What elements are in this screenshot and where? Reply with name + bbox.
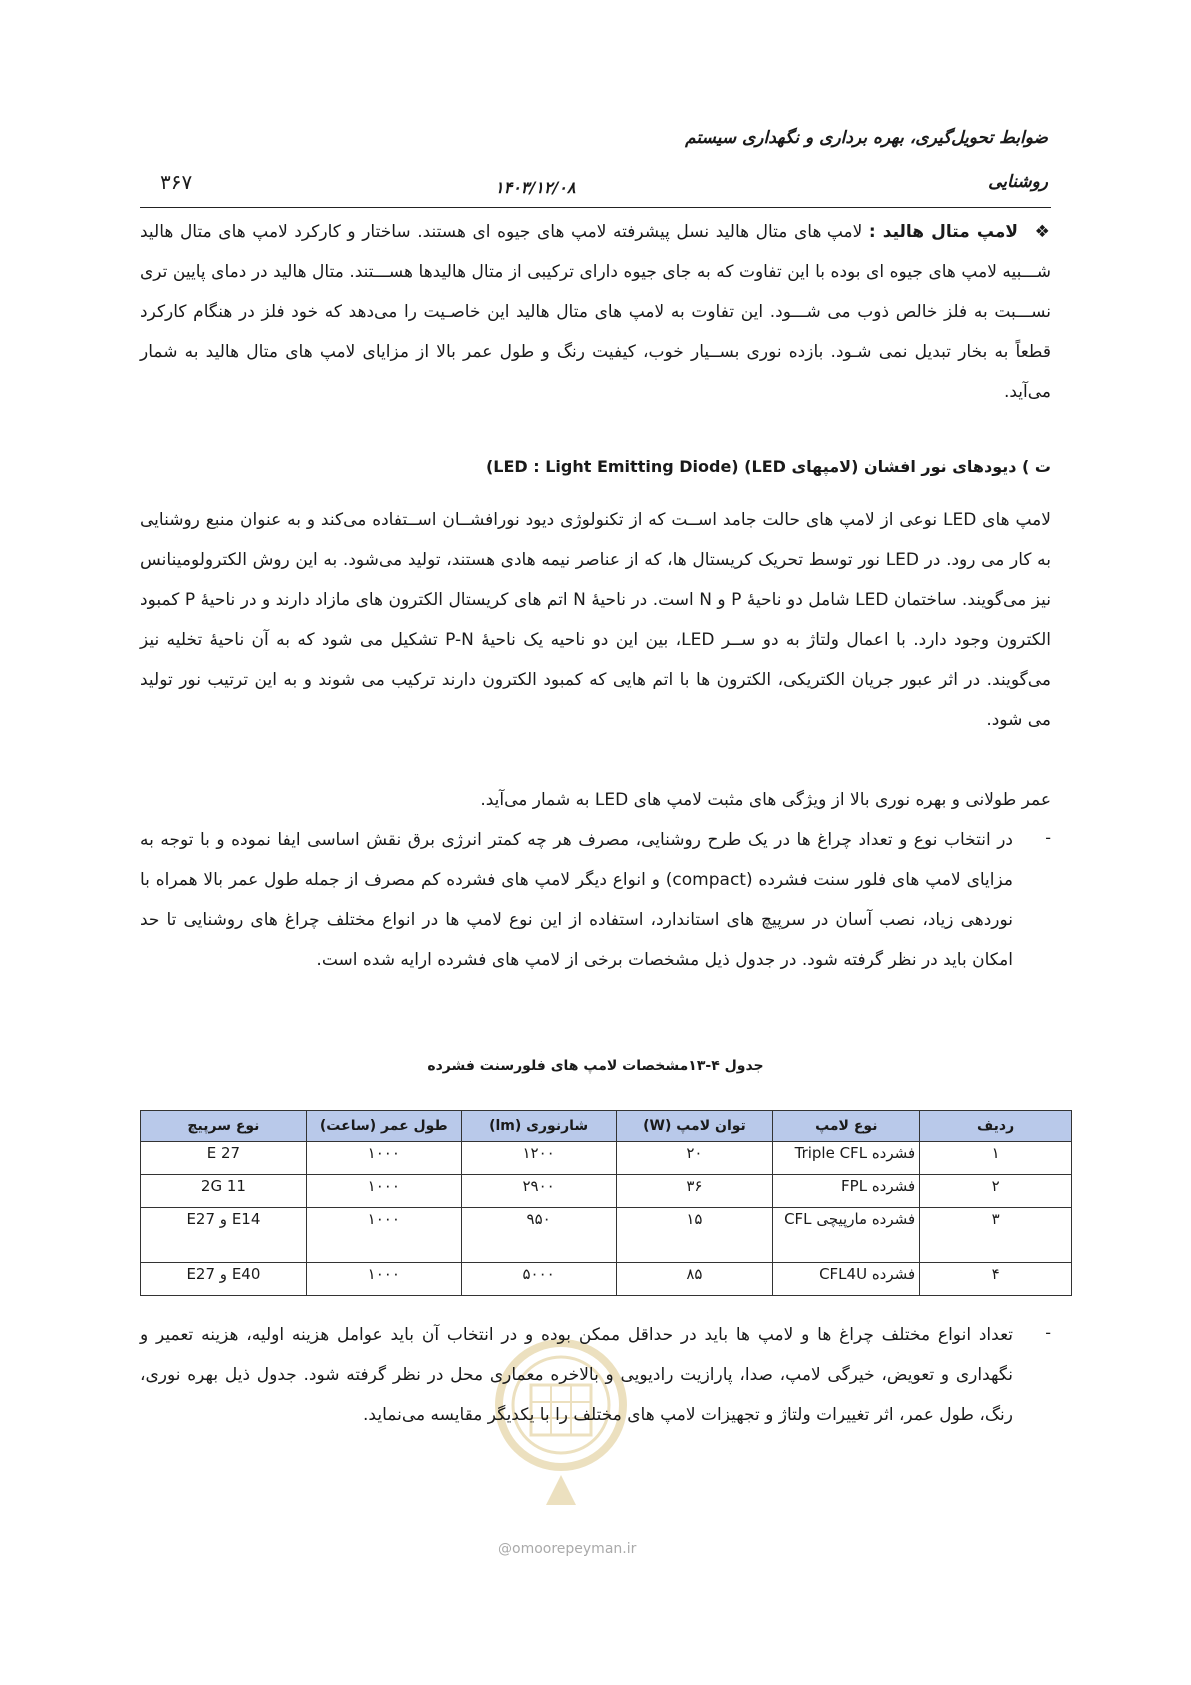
- table-cell: ۱۰۰۰: [306, 1175, 461, 1208]
- table-cell: ۲۹۰۰: [461, 1175, 616, 1208]
- lamp-selection-paragraph: تعداد انواع مختلف چراغ ها و لامپ ها باید در حداقل ممکن بوده و در انتخاب آن باید عوامل هزینه اولیه، هزینه تعمیر و نگهداری و تعویض، خیرگی لامپ، صدا، پارازیت رادیویی و بالاخره معماری محل در نظر گرفته شود. جدول ذیل بهره نوری، رنگ، طول عمر، اثر تغییرات ولتاژ و تجهیزات لامپ های مختلف را با یکدیگر مقایسه می‌نماید.: [140, 1325, 1013, 1425]
- header-title: ضوابط تحویل‌گیری، بهره برداری و نگهداری سیستم: [685, 128, 1048, 148]
- header-cell: توان لامپ (W): [616, 1111, 773, 1142]
- table-cell: ۹۵۰: [461, 1208, 616, 1263]
- table-cell: ۳: [920, 1208, 1072, 1263]
- dash-bullet-1: -: [1045, 828, 1051, 847]
- header-subtitle: روشنایی: [988, 172, 1048, 192]
- led-paragraph: لامپ های LED نوعی از لامپ های حالت جامد اســت که از تکنولوژی دیود نورافشــان اســتفاده می‌کند و به عنوان منبع روشنایی به کار می رود. در LED نور توسط تحریک کریستال ها، که از عناصر نیمه هادی هستند، تولید می‌شود. به این روش الکترولومینانس نیز می‌گویند. ساختمان LED شامل دو ناحیۀ P و N است. در ناحیۀ N اتم های کریستال الکترون های مازاد دارند و در ناحیۀ P کمبود الکترون وجود دارد. با اعمال ولتاژ به دو ســر LED، بین این دو ناحیه یک ناحیۀ P-N تشکیل می شود که به آن ناحیۀ تخلیه نیز می‌گویند. در اثر عبور جریان الکتریکی، الکترون ها با اتم هایی که کمبود الکترون دارند ترکیب می شوند و به این ترتیب نور تولید می شود.: [140, 510, 1052, 730]
- watermark-text: @omoorepeyman.ir: [498, 1541, 637, 1557]
- table-cell: ۱۵: [616, 1208, 773, 1263]
- compact-lamps-table: [140, 1110, 1072, 1296]
- table-header-row: [141, 1111, 1072, 1142]
- metal-halide-term: لامپ متال هالید :: [868, 222, 1019, 242]
- table-cell: فشرده مارپیچی CFL: [773, 1208, 920, 1263]
- metal-halide-paragraph: [140, 212, 1051, 412]
- table-cell: E14 و E27: [141, 1208, 307, 1263]
- header-cell: نوع لامپ: [773, 1111, 920, 1142]
- compact-lamps-paragraph: در انتخاب نوع و تعداد چراغ ها در یک طرح روشنایی، مصرف هر چه کمتر انرژی برق نقش اساسی ایفا نموده و با توجه به مزایای لامپ های فلور سنت فشرده (compact) و انواع دیگر لامپ های فشرده کم مصرف از جمله طول عمر بالا همراه با نوردهی زیاد، نصب آسان در سرپیچ های استاندارد، استفاده از این نوع لامپ ها در انواع مختلف چراغ های روشنایی تا حد امکان باید در نظر گرفته شود. در جدول ذیل مشخصات برخی از لامپ های فشرده ارایه شده است.: [140, 830, 1013, 970]
- page-number: ۳۶۷: [160, 170, 193, 194]
- table-cell: ۴: [920, 1263, 1072, 1296]
- table-row: [141, 1263, 1072, 1296]
- header-cell: طول عمر (ساعت): [306, 1111, 461, 1142]
- table-caption: جدول ۴-۱۳مشخصات لامپ های فلورسنت فشرده: [427, 1058, 764, 1074]
- metal-halide-text: لامپ های متال هالید نسل پیشرفته لامپ های جیوه ای هستند. ساختار و کارکرد لامپ های متال هالید شـــبیه لامپ های جیوه ای بوده با این تفاوت که به جای جیوه دارای ترکیبی از متال هالیدها هســـتند. متال هالید در دمای پایین تری نســـبت به فلز خالص ذوب می شـــود. این تفاوت به لامپ های متال هالید این خاصـیت را می‌دهد که خود فلز در هنگام کارکرد قطعاً به بخار تبدیل نمی شـود. بازده نوری بســیار خوب، کیفیت رنگ و طول عمر بالا از مزایای لامپ های متال هالید به شمار می‌آید.: [140, 222, 1051, 402]
- table-cell: ۱: [920, 1142, 1072, 1175]
- led-advantages: عمر طولانی و بهره نوری بالا از ویژگی های مثبت لامپ های LED به شمار می‌آید.: [480, 790, 1051, 810]
- header-cell: شارنوری (lm): [461, 1111, 616, 1142]
- led-heading: ت ) دیودهای نور افشان (لامپهای LED) (LED : Light Emitting Diode): [485, 457, 1051, 476]
- table-cell: ۲۰: [616, 1142, 773, 1175]
- table-row: [141, 1175, 1072, 1208]
- table-cell: E40 و E27: [141, 1263, 307, 1296]
- table-cell: فشرده Triple CFL: [773, 1142, 920, 1175]
- table-cell: 2G 11: [141, 1175, 307, 1208]
- table-cell: فشرده CFL4U: [773, 1263, 920, 1296]
- table-cell: ۱۲۰۰: [461, 1142, 616, 1175]
- table-cell: فشرده FPL: [773, 1175, 920, 1208]
- table-cell: ۵۰۰۰: [461, 1263, 616, 1296]
- header-cell: نوع سرپیچ: [141, 1111, 307, 1142]
- table-cell: ۲: [920, 1175, 1072, 1208]
- table-cell: E 27: [141, 1142, 307, 1175]
- table-cell: ۱۰۰۰: [306, 1263, 461, 1296]
- table-row: [141, 1142, 1072, 1175]
- header-cell: ردیف: [920, 1111, 1072, 1142]
- table-cell: ۳۶: [616, 1175, 773, 1208]
- header-date: ۱۴۰۳/۱۲/۰۸: [495, 178, 576, 197]
- header-divider: [140, 207, 1051, 208]
- table-cell: ۱۰۰۰: [306, 1208, 461, 1263]
- table-cell: ۱۰۰۰: [306, 1142, 461, 1175]
- table-cell: ۸۵: [616, 1263, 773, 1296]
- dash-bullet-2: -: [1045, 1323, 1051, 1342]
- table-row: [141, 1208, 1072, 1263]
- bullet-diamond-icon: ❖: [1034, 222, 1051, 242]
